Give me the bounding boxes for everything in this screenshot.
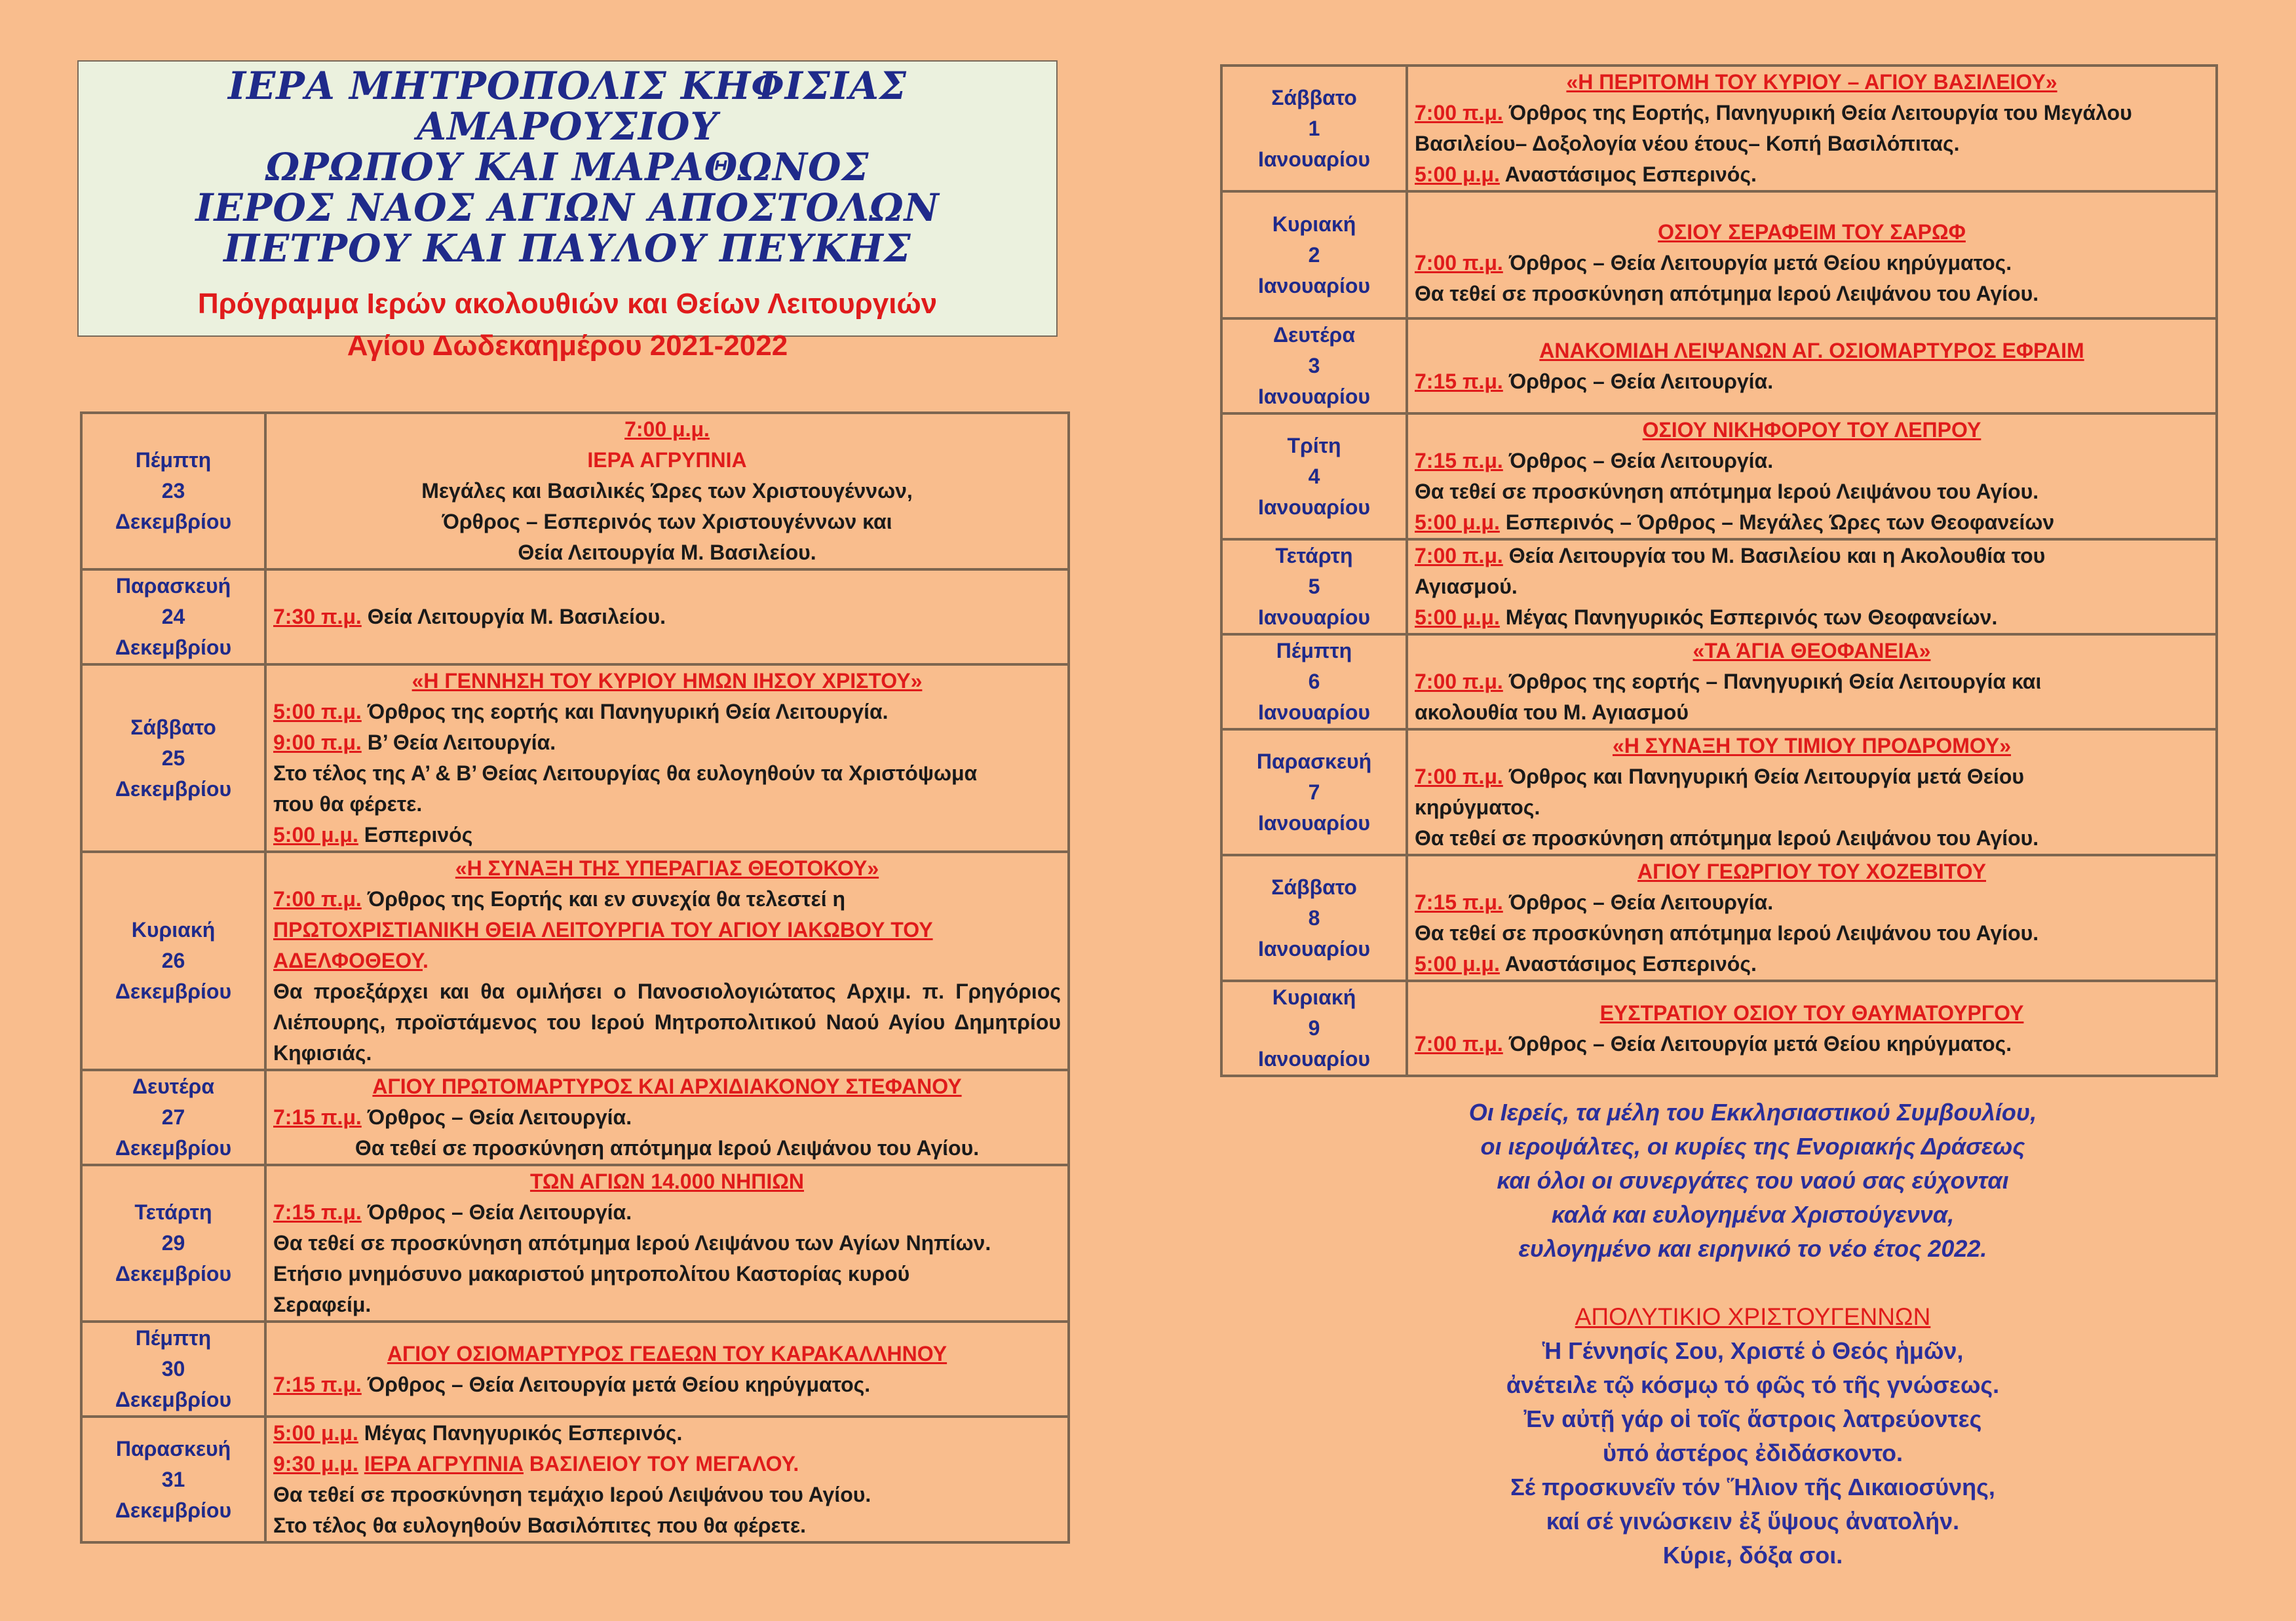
table-row — [81, 1070, 1069, 1165]
event-title: ΙΕΡΑ ΑΓΡΥΠΝΙΑ — [587, 448, 747, 472]
event-time: 9:00 π.μ. — [273, 731, 362, 754]
event-time: 7:15 π.μ. — [273, 1200, 362, 1224]
event-text: Όρθρος – Θεία Λειτουργία. — [1502, 449, 1774, 472]
day-name: Κυριακή — [1272, 985, 1356, 1009]
day-cell — [1221, 539, 1407, 634]
event-title: ΒΑΣΙΛΕΙΟΥ ΤΟΥ ΜΕΓΑΛΟΥ. — [524, 1452, 799, 1476]
table-row — [1221, 318, 2217, 413]
hymn-line: Ἡ Γέννησίς Σου, Χριστέ ὁ Θεός ἡμῶν, — [1542, 1337, 1964, 1364]
event-paragraph: Θα προεξάρχει και θα ομιλήσει ο Πανοσιολογιώτατος Αρχιμ. π. Γρηγόριος Λιέπουρης, προϊστάμενος του Ιερού Μητροπολιτικού Ναού Αγίου Δημητρίου Κηφισιάς. — [273, 980, 1061, 1065]
day-month: Ιανουαρίου — [1257, 495, 1371, 519]
events-cell — [265, 569, 1069, 664]
event-line: Θα τεθεί σε προσκύνηση απότμημα Ιερού Λειψάνου των Αγίων Νηπίων. — [273, 1231, 991, 1255]
day-month: Ιανουαρίου — [1257, 700, 1371, 724]
day-cell — [81, 852, 265, 1070]
day-cell — [1221, 413, 1407, 539]
day-month: Δεκεμβρίου — [115, 980, 232, 1003]
event-line: που θα φέρετε. — [273, 792, 423, 816]
event-line: Όρθρος – Εσπερινός των Χριστουγέννων και — [442, 510, 892, 533]
day-month: Ιανουαρίου — [1257, 936, 1371, 961]
hymn-text — [1222, 1334, 2284, 1573]
day-cell — [1221, 981, 1407, 1076]
event-time: 7:00 π.μ. — [1415, 670, 1503, 693]
event-time: 5:00 μ.μ. — [273, 1421, 358, 1445]
day-date: 25 — [161, 746, 185, 770]
event-title: «Η ΠΕΡΙΤΟΜΗ ΤΟΥ ΚΥΡΙΟΥ – ΑΓΙΟΥ ΒΑΣΙΛΕΙΟΥ» — [1566, 70, 2057, 94]
day-cell — [81, 1322, 265, 1417]
table-row — [81, 413, 1069, 569]
event-title: ΑΓΙΟΥ ΠΡΩΤΟΜΑΡΤΥΡΟΣ ΚΑΙ ΑΡΧΙΔΙΑΚΟΝΟΥ ΣΤΕΦΑΝΟΥ — [372, 1075, 962, 1098]
event-line — [273, 884, 1061, 915]
greeting-line: ευλογημένο και ειρηνικό το νέο έτος 2022. — [1518, 1235, 1987, 1262]
day-name: Τετάρτη — [1275, 544, 1353, 567]
day-month: Ιανουαρίου — [1257, 1047, 1371, 1071]
program-title-line: Πρόγραμμα Ιερών ακολουθιών και Θείων Λειτουργιών — [197, 288, 938, 320]
day-name: Τρίτη — [1287, 433, 1341, 457]
table-row — [81, 1417, 1069, 1542]
event-title: ΤΩΝ ΑΓΙΩΝ 14.000 ΝΗΠΙΩΝ — [529, 1170, 805, 1193]
event-text: Μέγας Πανηγυρικός Εσπερινός. — [358, 1421, 683, 1445]
day-date: 4 — [1308, 464, 1320, 488]
event-line: Θα τεθεί σε προσκύνηση απότμημα Ιερού Λειψάνου του Αγίου. — [1415, 826, 2039, 850]
day-name: Σάββατο — [130, 715, 216, 739]
event-line: Στο τέλος θα ευλογηθούν Βασιλόπιτες που θα φέρετε. — [273, 1514, 807, 1537]
liturgy-highlight-end — [273, 945, 1061, 976]
day-month: Ιανουαρίου — [1257, 810, 1371, 835]
event-line — [1415, 98, 2209, 128]
event-title: ΑΝΑΚΟΜΙΔΗ ΛΕΙΨΑΝΩΝ ΑΓ. ΟΣΙΟΜΑΡΤΥΡΟΣ ΕΦΡΑΙΜ — [1539, 338, 2084, 362]
event-line — [273, 727, 1061, 758]
table-row — [1221, 66, 2217, 191]
event-time: 5:00 μ.μ. — [1415, 510, 1500, 534]
events-cell — [1407, 981, 2217, 1076]
event-title: «ΤΑ ΆΓΙΑ ΘΕΟΦΑΝΕΙΑ» — [1693, 639, 1931, 662]
day-name: Κυριακή — [1272, 212, 1356, 236]
event-text: Όρθρος – Θεία Λειτουργία μετά Θείου κηρύγματος. — [1502, 250, 2012, 275]
events-cell — [265, 413, 1069, 569]
day-month: Ιανουαρίου — [1257, 385, 1371, 408]
greeting-line: καλά και ευλογημένα Χριστούγεννα, — [1551, 1201, 1955, 1228]
event-line: Θα τεθεί σε προσκύνηση απότμημα Ιερού Λειψάνου του Αγίου. — [354, 1136, 980, 1160]
day-name: Σάββατο — [1271, 875, 1357, 899]
hymn-line: ἀνέτειλε τῷ κόσμῳ τό φῶς τό τῆς γνώσεως. — [1506, 1371, 2000, 1398]
event-title: «Η ΣΥΝΑΞΗ ΤΗΣ ΥΠΕΡΑΓΙΑΣ ΘΕΟΤΟΚΟΥ» — [455, 856, 879, 880]
events-cell — [1407, 66, 2217, 191]
day-name: Δευτέρα — [132, 1075, 214, 1098]
event-text: Όρθρος και Πανηγυρική Θεία Λειτουργία μετά Θείου — [1502, 765, 2025, 788]
event-time: 5:00 μ.μ. — [1415, 162, 1500, 186]
day-name: Παρασκευή — [1256, 749, 1372, 773]
day-name: Πέμπτη — [135, 1326, 212, 1350]
event-text: Όρθρος της εορτής – Πανηγυρική Θεία Λειτουργία και — [1502, 670, 2042, 693]
table-row — [1221, 855, 2217, 981]
day-cell — [81, 1417, 265, 1542]
event-line: Θα τεθεί σε προσκύνηση απότμημα Ιερού Λειψάνου του Αγίου. — [1415, 921, 2039, 945]
liturgy-highlight: ΠΡΩΤΟΧΡΙΣΤΙΑΝΙΚΗ ΘΕΙΑ ΛΕΙΤΟΥΡΓΙΑ ΤΟΥ ΑΓΙΟΥ ΙΑΚΩΒΟΥ ΤΟΥ — [273, 918, 933, 942]
event-line — [1415, 541, 2209, 571]
event-line — [1415, 366, 2209, 397]
event-line — [273, 696, 1061, 727]
program-title-line: Αγίου Δωδεκαημέρου 2021-2022 — [347, 330, 788, 362]
event-line: Σεραφείμ. — [273, 1293, 372, 1316]
events-cell — [1407, 539, 2217, 634]
event-time: 7:15 π.μ. — [273, 1372, 362, 1396]
day-cell — [1221, 66, 1407, 191]
events-cell — [1407, 855, 2217, 981]
day-name: Σάββατο — [1271, 85, 1357, 109]
day-date: 27 — [161, 1105, 185, 1129]
header-lines — [79, 62, 1056, 269]
event-line — [1415, 159, 2209, 190]
day-date: 30 — [161, 1357, 185, 1381]
events-cell — [265, 1070, 1069, 1165]
day-date: 3 — [1308, 354, 1320, 377]
event-time: 7:00 π.μ. — [1415, 101, 1503, 124]
event-line — [273, 820, 1061, 850]
event-line: Θα τεθεί σε προσκύνηση απότμημα Ιερού Λειψάνου του Αγίου. — [1415, 480, 2039, 503]
events-cell — [1407, 191, 2217, 318]
table-row — [81, 852, 1069, 1070]
table-row — [1221, 413, 2217, 539]
events-cell — [265, 1417, 1069, 1542]
header-line: ΙΕΡΟΣ ΝΑΟΣ ΑΓΙΩΝ ΑΠΟΣΤΟΛΩΝ — [195, 185, 940, 230]
event-text: Θεία Λειτουργία του Μ. Βασιλείου και η Ακολουθία του — [1502, 544, 2046, 567]
event-time: 7:00 π.μ. — [1415, 544, 1503, 567]
punctuation: . — [423, 949, 429, 972]
day-month: Δεκεμβρίου — [115, 1498, 232, 1522]
event-text: Αναστάσιμος Εσπερινός. — [1499, 162, 1757, 186]
event-line — [273, 1418, 1061, 1449]
schedule-table-december — [80, 411, 1070, 1544]
event-line — [1415, 1029, 2209, 1059]
event-line — [273, 601, 1061, 632]
table-row — [81, 1165, 1069, 1322]
day-date: 26 — [161, 949, 185, 972]
event-time: 7:15 π.μ. — [1415, 369, 1503, 393]
event-title: ΑΓΙΟΥ ΟΣΙΟΜΑΡΤΥΡΟΣ ΓΕΔΕΩΝ ΤΟΥ ΚΑΡΑΚΑΛΛΗΝΟΥ — [387, 1341, 947, 1365]
header-line: ΩΡΩΠΟΥ ΚΑΙ ΜΑΡΑΘΩΝΟΣ — [265, 145, 870, 189]
event-text: Β’ Θεία Λειτουργία. — [361, 731, 556, 754]
day-cell — [1221, 191, 1407, 318]
day-cell — [1221, 729, 1407, 855]
greeting-line: Οι Ιερείς, τα μέλη του Εκκλησιαστικού Συμβουλίου, — [1468, 1099, 2037, 1126]
event-time: 7:00 π.μ. — [1415, 250, 1503, 275]
event-text: Εσπερινός – Όρθρος – Μεγάλες Ώρες των Θεοφανείων — [1499, 510, 2055, 534]
event-title: ΟΣΙΟΥ ΣΕΡΑΦΕΙΜ ΤΟΥ ΣΑΡΩΦ — [1658, 219, 1966, 244]
event-line — [1415, 666, 2209, 697]
events-cell — [265, 1165, 1069, 1322]
event-line — [1415, 602, 2209, 633]
day-name: Παρασκευή — [115, 574, 231, 598]
event-text: Όρθρος της Εορτής, Πανηγυρική Θεία Λειτουργία του Μεγάλου — [1502, 101, 2132, 124]
event-line — [1415, 248, 2209, 278]
table-row — [1221, 729, 2217, 855]
day-cell — [81, 1070, 265, 1165]
day-cell — [81, 1165, 265, 1322]
event-text: Όρθρος της Εορτής και εν συνεχία θα τελεστεί η — [361, 887, 846, 911]
event-time: 7:00 μ.μ. — [624, 417, 710, 441]
table-row — [81, 664, 1069, 852]
hymn-line: Κύριε, δόξα σοι. — [1662, 1542, 1843, 1569]
event-line: Αγιασμού. — [1415, 575, 1518, 598]
hymn-line: ὑπό ἀστέρος ἐδιδάσκοντο. — [1602, 1440, 1903, 1466]
events-cell — [265, 1322, 1069, 1417]
day-cell — [81, 569, 265, 664]
event-line — [273, 1197, 1061, 1228]
events-cell — [1407, 318, 2217, 413]
event-line: Θα τεθεί σε προσκύνηση απότμημα Ιερού Λειψάνου του Αγίου. — [1415, 281, 2039, 305]
day-cell — [81, 664, 265, 852]
event-line — [273, 1102, 1061, 1133]
event-text: Όρθρος – Θεία Λειτουργία. — [1502, 369, 1774, 393]
event-line: Μεγάλες και Βασιλικές Ώρες των Χριστουγέννων, — [421, 479, 913, 503]
event-line: Θα τεθεί σε προσκύνηση τεμάχιο Ιερού Λειψάνου του Αγίου. — [273, 1483, 871, 1506]
day-name: Παρασκευή — [115, 1436, 231, 1460]
event-text: Μέγας Πανηγυρικός Εσπερινός των Θεοφανείων. — [1499, 605, 1998, 629]
events-cell — [265, 664, 1069, 852]
day-month: Δεκεμβρίου — [115, 510, 232, 533]
event-text: Όρθρος – Θεία Λειτουργία. — [1502, 890, 1774, 914]
day-cell — [1221, 318, 1407, 413]
day-month: Δεκεμβρίου — [115, 636, 232, 659]
day-date: 5 — [1308, 575, 1320, 598]
table-row — [81, 1322, 1069, 1417]
event-line: Ετήσιο μνημόσυνο μακαριστού μητροπολίτου Καστορίας κυρού — [273, 1262, 910, 1286]
day-date: 9 — [1308, 1016, 1320, 1040]
event-title: ΕΥΣΤΡΑΤΙΟΥ ΟΣΙΟΥ ΤΟΥ ΘΑΥΜΑΤΟΥΡΓΟΥ — [1599, 1001, 2024, 1025]
day-date: 23 — [161, 479, 185, 503]
table-row — [81, 569, 1069, 664]
event-text: Όρθρος της εορτής και Πανηγυρική Θεία Λειτουργία. — [361, 700, 889, 723]
event-line — [1415, 761, 2209, 792]
event-title: «Η ΣΥΝΑΞΗ ΤΟΥ ΤΙΜΙΟΥ ΠΡΟΔΡΟΜΟΥ» — [1612, 734, 2012, 757]
day-cell — [1221, 634, 1407, 729]
event-text: Όρθρος – Θεία Λειτουργία. — [361, 1200, 632, 1224]
event-line: Στο τέλος της Α’ & Β’ Θείας Λειτουργίας θα ευλογηθούν τα Χριστόψωμα — [273, 761, 978, 785]
event-line — [1415, 887, 2209, 918]
event-line — [273, 1369, 1061, 1400]
event-line: Θεία Λειτουργία Μ. Βασιλείου. — [518, 541, 816, 564]
table-row — [1221, 191, 2217, 318]
event-time: 9:30 μ.μ. — [273, 1452, 358, 1476]
event-line — [1415, 949, 2209, 980]
events-cell — [265, 852, 1069, 1070]
day-date: 24 — [161, 605, 185, 628]
day-month: Ιανουαρίου — [1257, 605, 1371, 629]
day-date: 8 — [1308, 906, 1320, 930]
day-name: Τετάρτη — [134, 1200, 212, 1224]
event-line — [273, 1449, 1061, 1479]
events-cell — [1407, 413, 2217, 539]
event-time: 7:15 π.μ. — [1415, 449, 1503, 472]
program-title — [79, 283, 1056, 367]
event-text: Όρθρος – Θεία Λειτουργία μετά Θείου κηρύγματος. — [361, 1372, 871, 1396]
header-line: ΠΕΤΡΟΥ ΚΑΙ ΠΑΥΛΟΥ ΠΕΥΚΗΣ — [223, 226, 911, 271]
event-title: ΟΣΙΟΥ ΝΙΚΗΦΟΡΟΥ ΤΟΥ ΛΕΠΡΟΥ — [1642, 418, 1981, 442]
day-cell — [1221, 855, 1407, 981]
day-date: 7 — [1308, 780, 1320, 804]
day-date: 1 — [1308, 116, 1320, 140]
greeting-line: και όλοι οι συνεργάτες του ναού σας εύχονται — [1497, 1167, 2009, 1194]
event-time: 7:15 π.μ. — [273, 1105, 362, 1129]
event-line: ακολουθία του Μ. Αγιασμού — [1415, 700, 1689, 724]
event-line: Βασιλείου– Δοξολογία νέου έτους– Κοπή Βασιλόπιτας. — [1415, 132, 1960, 155]
events-cell — [1407, 634, 2217, 729]
day-date: 31 — [161, 1467, 185, 1491]
event-text: Εσπερινός — [358, 823, 473, 847]
hymn-line: καί σέ γινώσκειν ἐξ ὕψους ἀνατολήν. — [1546, 1508, 1960, 1535]
day-month: Ιανουαρίου — [1257, 273, 1371, 297]
events-cell — [1407, 729, 2217, 855]
day-cell — [81, 413, 265, 569]
schedule-table-january — [1220, 64, 2218, 1077]
event-time: 7:30 π.μ. — [273, 605, 362, 628]
event-time: 7:00 π.μ. — [1415, 765, 1503, 788]
hymn-line: Ἐν αὐτῇ γάρ οἱ τοῖς ἄστροις λατρεύοντες — [1523, 1405, 1982, 1432]
hymn-line: Σέ προσκυνεῖν τόν Ἥλιον τῆς Δικαιοσύνης, — [1510, 1474, 1995, 1500]
day-name: Πέμπτη — [135, 448, 212, 472]
day-month: Δεκεμβρίου — [115, 1262, 232, 1286]
day-month: Ιανουαρίου — [1257, 147, 1371, 171]
event-text: Όρθρος – Θεία Λειτουργία μετά Θείου κηρύγματος. — [1502, 1031, 2012, 1056]
event-title: «Η ΓΕΝΝΗΣΗ ΤΟΥ ΚΥΡΙΟΥ ΗΜΩΝ ΙΗΣΟΥ ΧΡΙΣΤΟΥ» — [411, 669, 923, 693]
event-text: Αναστάσιμος Εσπερινός. — [1499, 952, 1757, 976]
day-name: Πέμπτη — [1276, 639, 1352, 662]
day-month: Δεκεμβρίου — [115, 1136, 232, 1160]
header-line: ΙΕΡΑ ΜΗΤΡΟΠΟΛΙΣ ΚΗΦΙΣΙΑΣ ΑΜΑΡΟΥΣΙΟΥ — [227, 64, 908, 149]
day-date: 29 — [161, 1231, 185, 1255]
event-time: 7:00 π.μ. — [1415, 1031, 1503, 1056]
event-line: κηρύγματος. — [1415, 795, 1540, 819]
greeting-message — [1222, 1096, 2284, 1266]
greeting-line: οι ιεροψάλτες, οι κυρίες της Ενοριακής Δράσεως — [1480, 1133, 2025, 1160]
event-time: 5:00 π.μ. — [273, 700, 362, 723]
event-title: ΙΕΡΑ ΑΓΡΥΠΝΙΑ — [364, 1452, 524, 1476]
event-time: 5:00 μ.μ. — [273, 823, 358, 847]
event-line — [1415, 507, 2209, 538]
day-month: Δεκεμβρίου — [115, 1388, 232, 1411]
day-date: 6 — [1308, 670, 1320, 693]
event-time: 7:15 π.μ. — [1415, 890, 1503, 914]
event-title: ΑΓΙΟΥ ΓΕΩΡΓΙΟΥ ΤΟΥ ΧΟΖΕΒΙΤΟΥ — [1637, 860, 1987, 883]
event-line — [1415, 446, 2209, 476]
event-time: 5:00 μ.μ. — [1415, 605, 1500, 629]
day-month: Δεκεμβρίου — [115, 776, 232, 801]
event-time: 7:00 π.μ. — [273, 887, 362, 911]
liturgy-highlight: ΑΔΕΛΦΟΘΕΟΥ — [273, 949, 423, 972]
day-date: 2 — [1308, 242, 1320, 267]
event-text: Όρθρος – Θεία Λειτουργία. — [361, 1105, 632, 1129]
hymn-title: ΑΠΟΛΥΤΙΚΙΟ ΧΡΙΣΤΟΥΓΕΝΝΩΝ — [1575, 1303, 1931, 1330]
header-box — [77, 60, 1058, 362]
table-row — [1221, 981, 2217, 1076]
table-row — [1221, 634, 2217, 729]
table-row — [1221, 539, 2217, 634]
event-time: 5:00 μ.μ. — [1415, 952, 1500, 976]
day-name: Δευτέρα — [1273, 323, 1355, 347]
event-text: Θεία Λειτουργία Μ. Βασιλείου. — [361, 605, 666, 628]
day-name: Κυριακή — [131, 918, 216, 942]
